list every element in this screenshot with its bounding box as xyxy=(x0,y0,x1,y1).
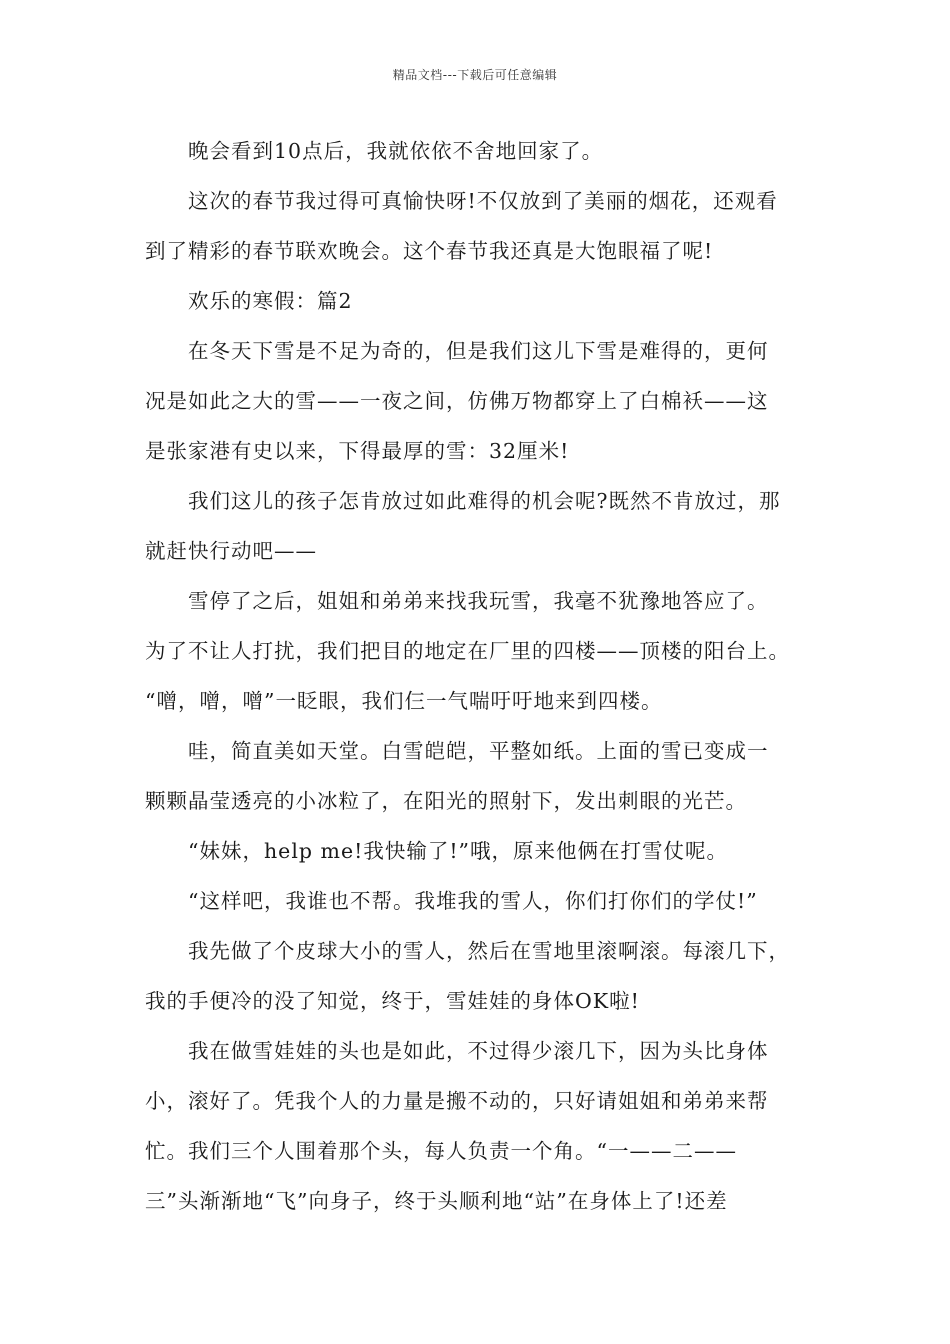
text-line: 就赶快行动吧—— xyxy=(145,539,317,563)
text-line: 到了精彩的春节联欢晚会。这个春节我还真是大饱眼福了呢! xyxy=(145,239,714,263)
text-line: “妹妹，help me!我快输了!”哦，原来他俩在打雪仗呢。 xyxy=(188,839,729,863)
text-line: 我的手便冷的没了知觉，终于，雪娃娃的身体OK啦! xyxy=(145,989,640,1013)
text-line: 小，滚好了。凭我个人的力量是搬不动的，只好请姐姐和弟弟来帮 xyxy=(145,1089,769,1113)
text-line: 雪停了之后，姐姐和弟弟来找我玩雪，我毫不犹豫地答应了。 xyxy=(188,589,769,613)
text-line: 我们这儿的孩子怎肯放过如此难得的机会呢?既然不肯放过，那 xyxy=(188,489,781,513)
text-line: 我在做雪娃娃的头也是如此，不过得少滚几下，因为头比身体 xyxy=(188,1039,769,1063)
text-line: “这样吧，我谁也不帮。我堆我的雪人，你们打你们的学仗!” xyxy=(188,889,758,913)
text-line: 哇，简直美如天堂。白雪皑皑，平整如纸。上面的雪已变成一 xyxy=(188,739,769,763)
section-heading: 欢乐的寒假：篇2 xyxy=(188,289,353,313)
text-line: 颗颗晶莹透亮的小冰粒了，在阳光的照射下，发出刺眼的光芒。 xyxy=(145,789,747,813)
text-line: 晚会看到10点后，我就依依不舍地回家了。 xyxy=(188,139,604,163)
document-body xyxy=(145,131,813,1231)
text-line: 况是如此之大的雪——一夜之间，仿佛万物都穿上了白棉袄——这 xyxy=(145,389,769,413)
text-line: 忙。我们三个人围着那个头，每人负责一个角。“一——二—— xyxy=(145,1139,737,1163)
text-line: 这次的春节我过得可真愉快呀!不仅放到了美丽的烟花，还观看 xyxy=(188,189,778,213)
text-line: “噌，噌，噌”一眨眼，我们仨一气喘吁吁地来到四楼。 xyxy=(145,689,663,713)
text-line: 在冬天下雪是不足为奇的，但是我们这儿下雪是难得的，更何 xyxy=(188,339,769,363)
text-line: 三”头渐渐地“飞”向身子，终于头顺利地“站”在身体上了!还差 xyxy=(145,1189,728,1213)
page-header: 精品文档---下载后可任意编辑 xyxy=(392,68,558,82)
text-line: 是张家港有史以来，下得最厚的雪：32厘米! xyxy=(145,439,570,463)
text-line: 为了不让人打扰，我们把目的地定在厂里的四楼——顶楼的阳台上。 xyxy=(145,639,790,663)
text-line: 我先做了个皮球大小的雪人，然后在雪地里滚啊滚。每滚几下， xyxy=(188,939,790,963)
